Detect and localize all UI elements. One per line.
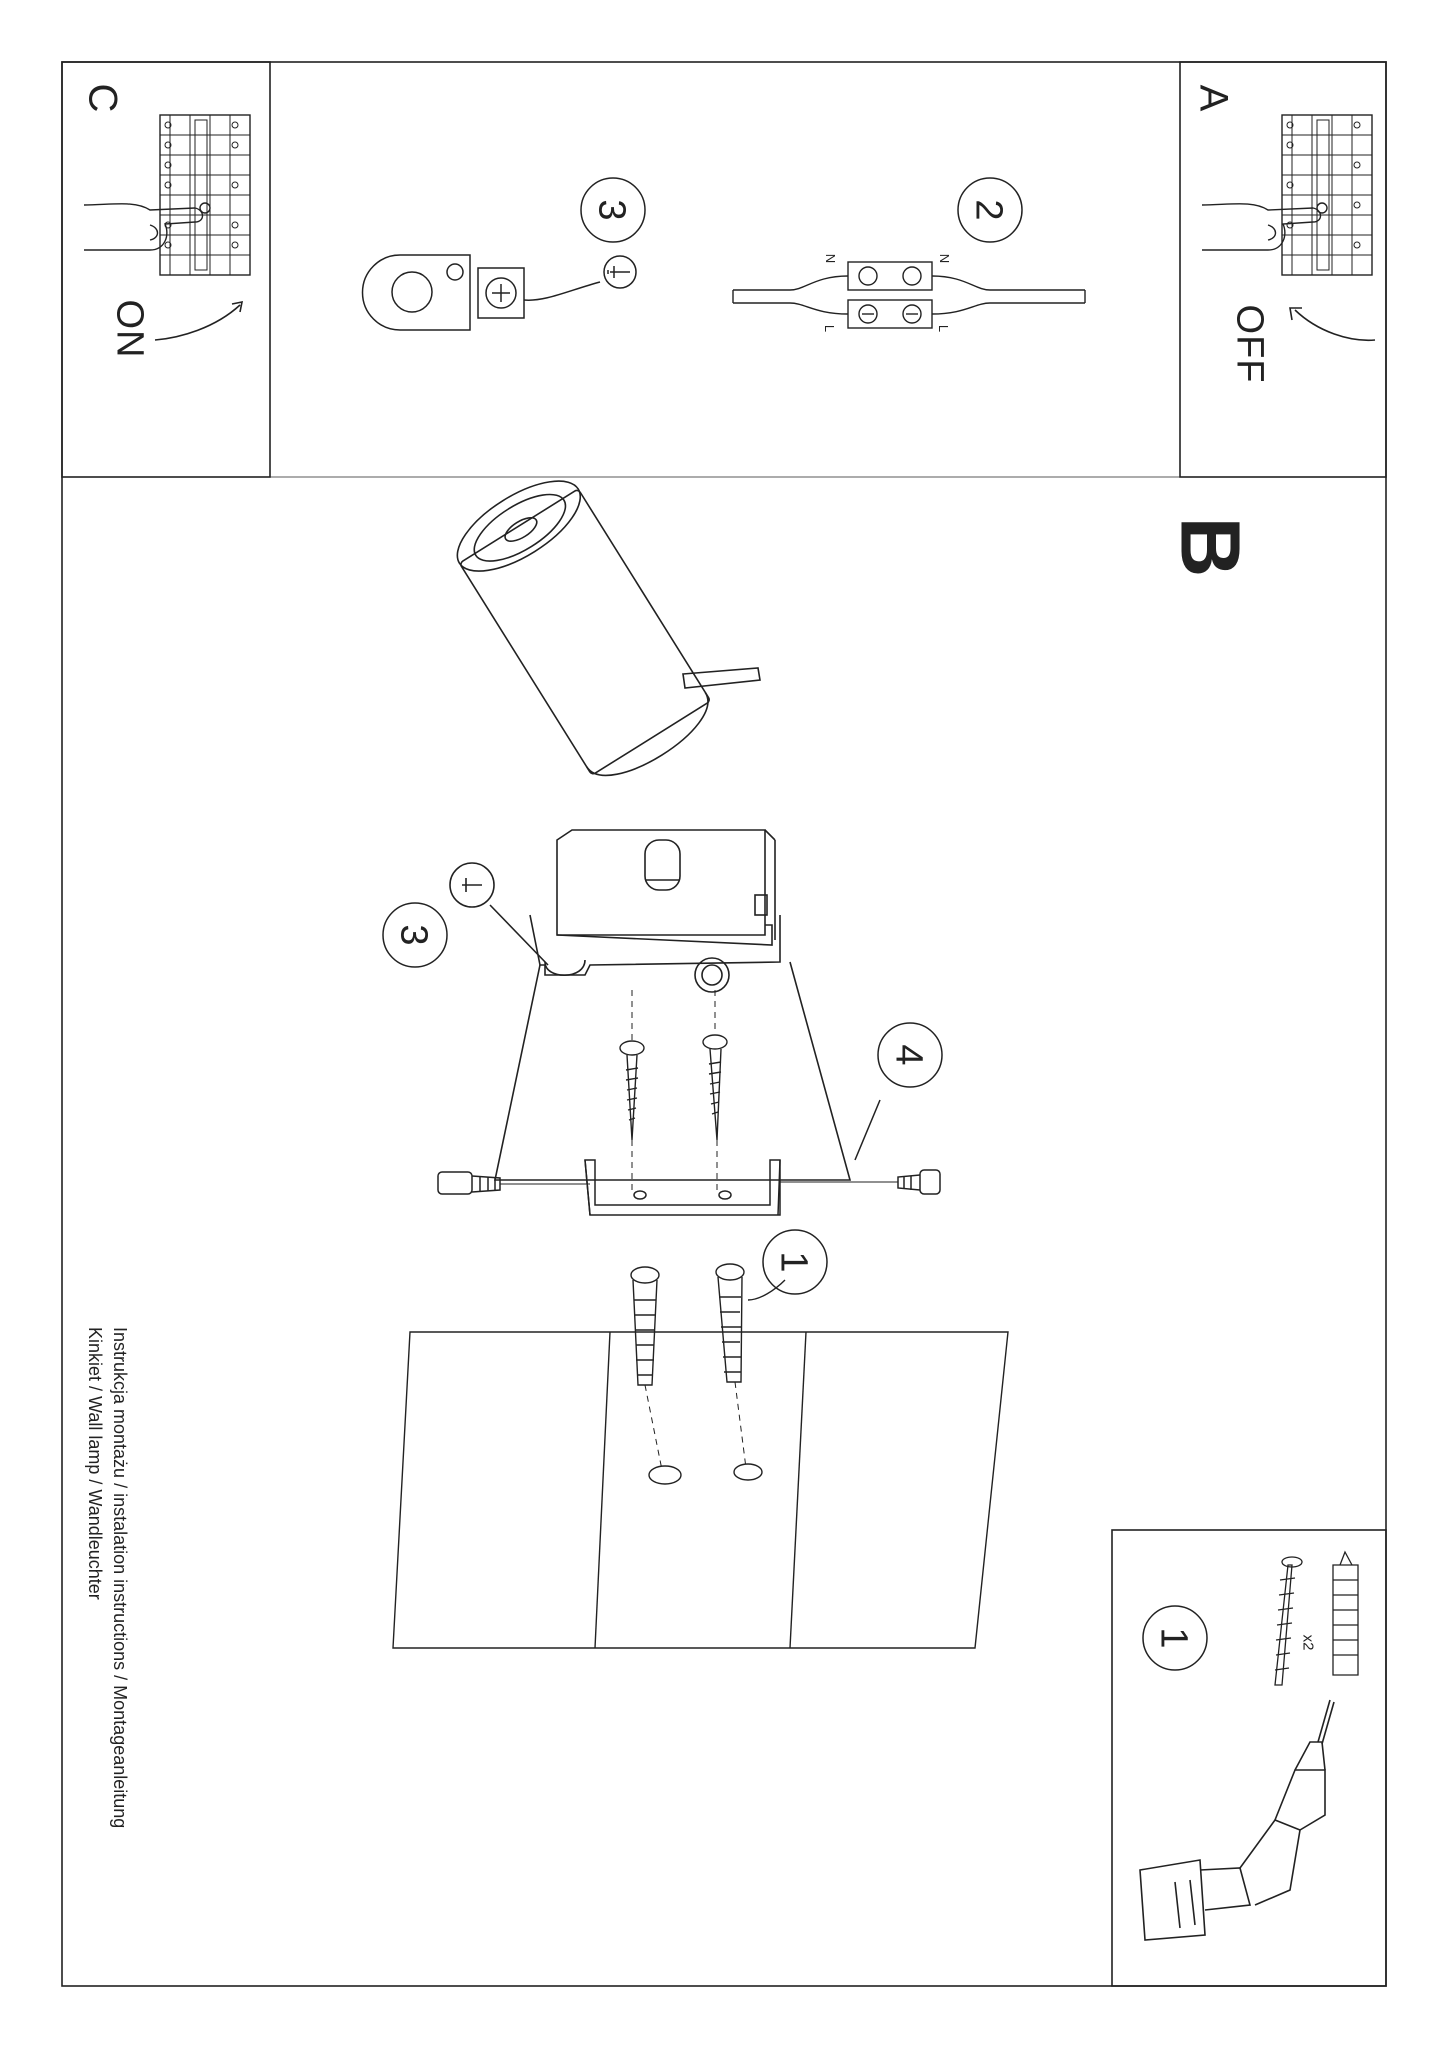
terminal-label-l-left: L (822, 324, 838, 333)
wall-dowels-illustration (631, 1264, 785, 1484)
caption-line-1: Instrukcja montażu / instalation instructions / Montageanleitung (110, 1327, 130, 1829)
lamp-assembly-illustration (444, 464, 850, 1180)
panel-a-letter: A (1191, 84, 1236, 112)
caption-line-2: Kinkiet / Wall lamp / Wandleuchter (85, 1327, 105, 1600)
sheet-frame (62, 62, 1386, 1986)
screws-illustration (620, 990, 727, 1190)
panel-a-state-label: OFF (1228, 304, 1271, 384)
kit-screw-dowel-illustration (1275, 1552, 1358, 1685)
step-label-3-top: 3 (590, 199, 633, 221)
terminal-label-n-left: N (823, 253, 839, 264)
panel-c-frame (62, 62, 270, 477)
kit-quantity-label: x2 (1299, 1634, 1317, 1651)
earth-lug-illustration (363, 255, 637, 330)
panel-c-state-label: ON (108, 299, 151, 359)
drill-icon (1140, 1700, 1334, 1940)
step-label-1-dowel: 1 (772, 1251, 815, 1273)
step-label-1-kit: 1 (1152, 1627, 1195, 1649)
terminal-block-illustration (733, 262, 1085, 328)
sheet-caption (82, 1327, 132, 1828)
terminal-label-l-right: L (936, 324, 952, 333)
panel-c-letter: C (80, 83, 125, 113)
panel-kit-frame (1112, 1530, 1386, 1986)
step-label-2: 2 (967, 199, 1010, 221)
section-b-letter: B (1163, 516, 1258, 578)
step-label-3-mount: 3 (392, 924, 435, 946)
step-label-4: 4 (887, 1044, 930, 1066)
mounting-bracket-illustration (438, 1100, 940, 1215)
terminal-label-n-right: N (937, 253, 953, 264)
panel-a-frame (1180, 62, 1386, 477)
wall-tiles-illustration (393, 1332, 1008, 1648)
